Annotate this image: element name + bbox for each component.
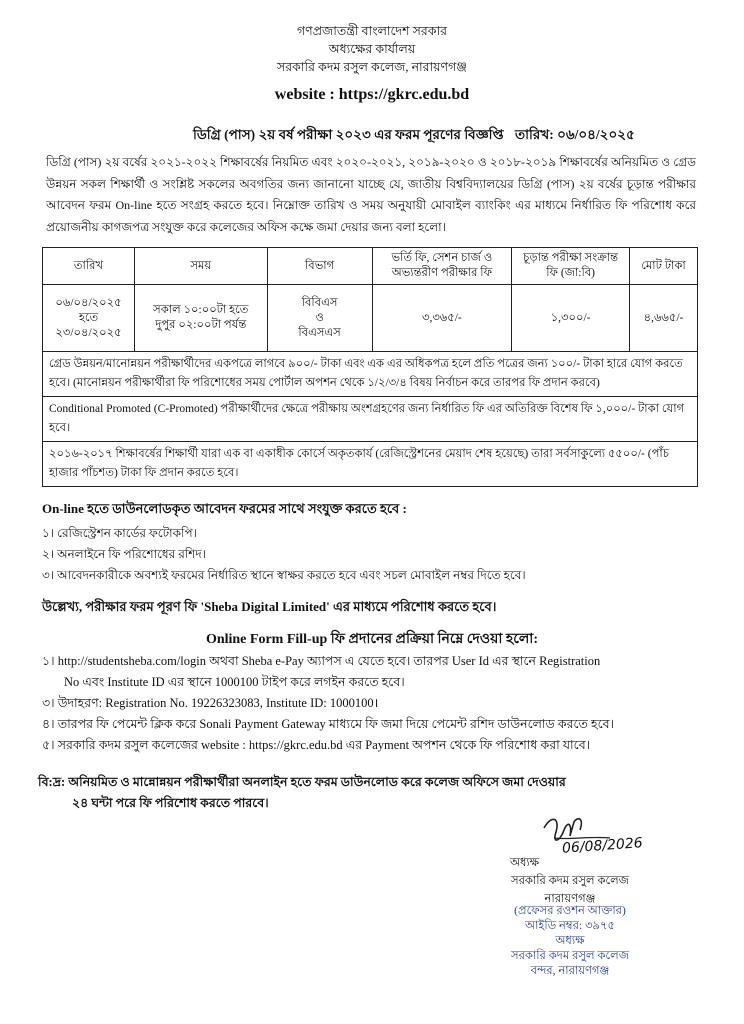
list-item: ২। অনলাইনে ফি পরিশোধের রশিদ।	[42, 547, 206, 561]
cell-time	[134, 285, 267, 352]
signatory-role: অধ্যক্ষ	[510, 857, 540, 869]
col-header-final-fee: চূড়ান্ত পরীক্ষা সংক্রান্ত ফি (জা:বি)	[512, 248, 630, 285]
intro-paragraph: ডিগ্রি (পাস) ২য় বর্ষের ২০২১-২০২২ শিক্ষাবর্ষের নিয়মিত এবং ২০২০-২০২১, ২০১৯-২০২০ ও ২০১৮-২০১৯ শিক্ষাবর্ষের অনিয়মিত ও গ্রেড উন্নয়ন সকল শিক্ষার্থী ও সংশ্লিষ্ট সকলের অবগতির জন্য জানানো যাচ্ছে যে, জাতীয় বিশ্ববিদ্যালয়ের ডিগ্রি (পাস) ২য় বর্ষের চূড়ান্ত পরীক্ষার আবেদন ফরম On-line হতে সংগ্রহ করতে হবে। নিম্নোক্ত তারিখ ও সময় অনুযায়ী মোবাইল ব্যাংকিং এর মাধ্যমে নির্ধারিত ফি পরিশোধ করে প্রয়োজনীয় কাগজপত্র সংযুক্ত করে কলেজের অফিস কক্ষে জমা দেয়ার জন্য বলা হলো।	[46, 155, 696, 234]
date-connector: হতে	[78, 311, 99, 324]
stamp-address: বন্দর, নারায়ণগঞ্জ	[530, 965, 610, 977]
list-item: ৩। উদাহরণ: Registration No. 19226323083, Institute ID: 1000100।	[42, 696, 379, 710]
date-from: ০৬/০৪/২০২৫	[55, 296, 122, 309]
list-item: ৩। আবেদনকারীকে অবশ্যই ফরমের নির্ধারিত স্থানে স্বাক্ষর করতে হবে এবং সচল মোবাইল নম্বর দিতে হবে।	[42, 568, 526, 582]
list-item: ১। http://studentsheba.com/login অথবা Sheba e-Pay অ্যাপস এ যেতে হবে। তারপর User Id এর স্থানে Registration	[42, 654, 601, 668]
attachments-heading: On-line হতে ডাউনলোডকৃত আবেদন ফরমের সাথে সংযুক্ত করতে হবে :	[42, 501, 407, 516]
college-name: সরকারি কদম রসুল কলেজ, নারায়ণগঞ্জ	[277, 60, 467, 74]
cell-department	[267, 285, 372, 352]
col-header-time: সময়	[134, 248, 267, 285]
time-end: দুপুর ০২:০০টা পর্যন্ত	[155, 319, 247, 331]
list-item: ১। রেজিস্ট্রেশন কার্ডের ফটোকপি।	[42, 526, 197, 540]
time-start: সকাল ১০:০০টা হতে	[153, 304, 249, 316]
note-grade-improvement: গ্রেড উন্নয়ন/মানোন্নয়ন পরীক্ষার্থীদের একপত্রে লাগবে ৯০০/- টাকা এবং এক এর অধিকপত্র হলে প্রতি পত্রের জন্য ১০০/- টাকা হারে যোগ করতে হবে। (মানোন্নয়ন পরীক্ষার্থীরা ফি পরিশোধের সময় পোর্টাল অপশন থেকে ১/২/৩/৪ বিষয় নির্বাচন করে তারপর ফি প্রদান করবে)	[43, 352, 698, 397]
col-header-internal-fee: ভর্তি ফি, সেশন চার্জ ও অভ্যন্তরীণ পরীক্ষার ফি	[372, 248, 512, 285]
dept-bbs: বিবিএস	[301, 296, 338, 309]
cell-final-fee: ১,৩০০/-	[512, 285, 630, 352]
signatory-city: নারায়ণগঞ্জ	[544, 893, 596, 905]
stamp-name: (প্রফেসর রওশন আক্তার)	[514, 905, 626, 917]
table-note-row	[43, 442, 698, 487]
dept-and: ও	[315, 311, 324, 324]
notice-title: ডিগ্রি (পাস) ২য় বর্ষ পরীক্ষা ২০২৩ এর ফরম পূরণের বিজ্ঞপ্তি	[193, 127, 504, 142]
table-row	[43, 285, 698, 352]
table-note-row	[43, 352, 698, 397]
stamp-id: আইডি নম্বর: ৩৯৭৫	[525, 920, 615, 932]
stamp-college: সরকারি কদম রসুল কলেজ	[510, 950, 630, 962]
note-c-promoted: Conditional Promoted (C-Promoted) পরীক্ষার্থীদের ক্ষেত্রে পরীক্ষায় অংশগ্রহণের জন্য নির্ধারিত ফি এর অতিরিক্ত বিশেষ ফি ১,০০০/- টাকা যোগ হবে।	[43, 397, 698, 442]
online-form-heading: Online Form Fill-up ফি প্রদানের প্রক্রিয়া নিম্নে দেওয়া হলো:	[205, 632, 539, 647]
footnote	[38, 772, 566, 814]
cell-internal-fee: ৩,৩৬৫/-	[372, 285, 512, 352]
cell-date	[43, 285, 135, 352]
fee-table	[42, 247, 698, 487]
list-item: ৪। তারপর ফি পেমেন্ট ক্লিক করে Sonali Payment Gateway মাধ্যমে ফি জমা দিয়ে পেমেন্ট রশিদ ডাউনলোড করতে হবে।	[42, 717, 615, 731]
notice-date: তারিখ: ০৬/০৪/২০২৫	[515, 127, 635, 142]
notice-title-row	[193, 124, 713, 147]
fee-table-header	[43, 248, 698, 285]
attachments-list	[42, 523, 702, 586]
signature-date: 06/08/2026	[561, 835, 644, 857]
official-stamp	[470, 904, 670, 979]
table-note-row	[43, 397, 698, 442]
government-name: গণপ্রজাতন্ত্রী বাংলাদেশ সরকার	[296, 24, 448, 38]
signature-block	[470, 854, 670, 908]
footnote-line: ২৪ ঘন্টা পরে ফি পরিশোধ করতে পারবে।	[72, 796, 269, 810]
online-form-steps	[42, 651, 702, 756]
col-header-date: তারিখ	[43, 248, 135, 285]
col-header-department: বিভাগ	[267, 248, 372, 285]
cell-total: ৪,৬৬৫/-	[630, 285, 698, 352]
date-to: ২৩/০৪/২০২৫	[55, 326, 122, 339]
note-2016-2017: ২০১৬-২০১৭ শিক্ষাবর্ষের শিক্ষার্থী যারা এক বা একাধীক কোর্সে অকৃতকার্য (রেজিস্ট্রেশনের মেয়াদ শেষ হয়েছে) তারা সর্বসাকুল্যে ৫৫০০/- (পাঁচ হাজার পাঁচশত) টাকা ফি প্রদান করতে হবে।	[43, 442, 698, 487]
dept-bss: বিএসএস	[298, 326, 341, 339]
col-header-total: মোট টাকা	[630, 248, 698, 285]
office-name: অধ্যক্ষের কার্যালয়	[328, 42, 416, 56]
list-item: No এবং Institute ID এর স্থানে 1000100 টাইপ করে লগইন করতে হবে।	[64, 675, 405, 689]
signatory-college: সরকারি কদম রসুল কলেজ	[510, 875, 630, 887]
list-item: ৫। সরকারি কদম রসুল কলেজের website : https://gkrc.edu.bd এর Payment অপশন থেকে ফি পরিশোধ করা যাবে।	[42, 738, 591, 752]
footnote-line: বি:দ্র: অনিয়মিত ও মান্নোন্নয়ন পরীক্ষার্থীরা অনলাইন হতে ফরম ডাউনলোড করে কলেজ অফিসে জমা দেওয়ার	[38, 775, 566, 789]
stamp-role: অধ্যক্ষ	[555, 935, 585, 947]
website-line: website : https://gkrc.edu.bd	[274, 86, 470, 103]
payment-note: উল্লেখ্য, পরীক্ষার ফরম পূরণ ফি 'Sheba Digital Limited' এর মাধ্যমে পরিশোধ করতে হবে।	[42, 599, 497, 614]
